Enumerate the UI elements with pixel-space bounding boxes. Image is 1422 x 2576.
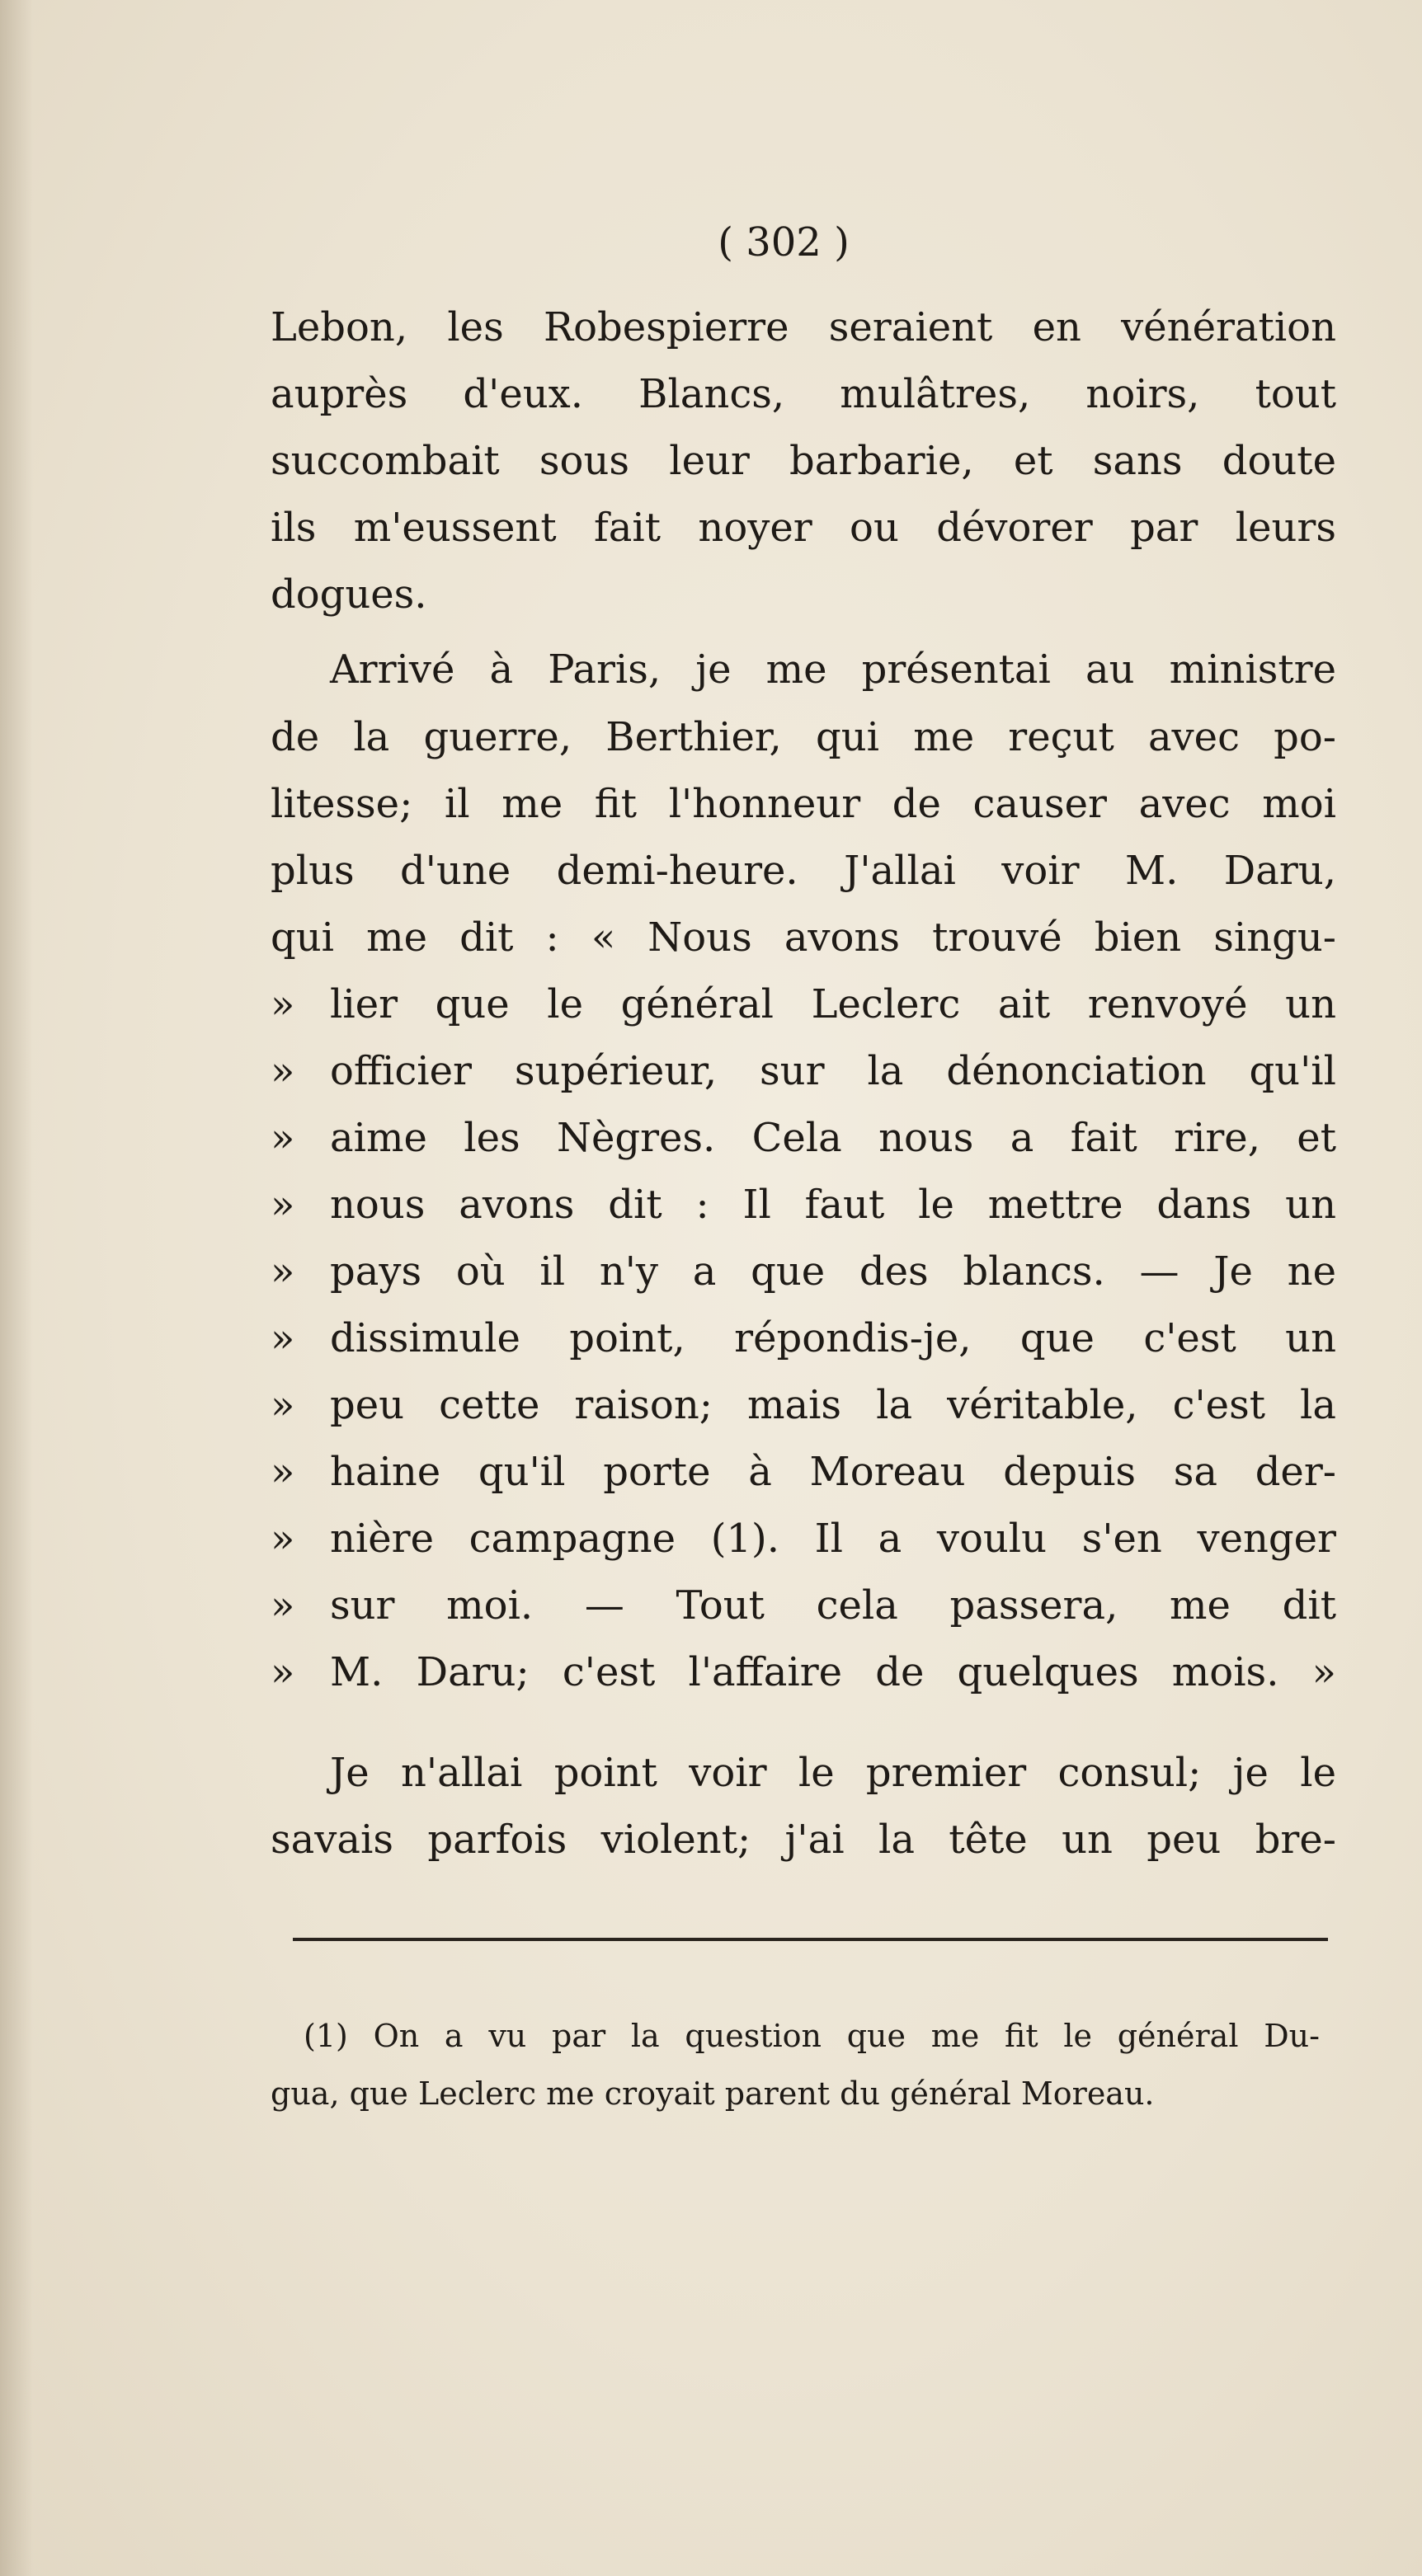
text-line-19: nière campagne (1). Il a voulu s'en venger <box>330 1516 1336 1562</box>
text-line-12: officier supérieur, sur la dénonciation qu'il <box>330 1048 1336 1094</box>
text-line-9: plus d'une demi-heure. J'allai voir M. Daru, <box>271 848 1336 894</box>
page-number: ( 302 ) <box>718 219 850 266</box>
quote-mark: » <box>271 1248 295 1295</box>
text-line-17: peu cette raison; mais la véritable, c'est la <box>330 1382 1336 1428</box>
quoted-line-16 <box>271 1312 1336 1365</box>
text-line-15: pays où il n'y a que des blancs. — Je ne <box>330 1248 1336 1295</box>
text-line-3: succombait sous leur barbarie, et sans doute <box>271 438 1336 484</box>
quoted-line-12 <box>271 1045 1336 1098</box>
quote-mark: » <box>271 1582 295 1629</box>
quoted-line-17 <box>271 1379 1336 1431</box>
text-line-11: lier que le général Leclerc ait renvoyé un <box>330 981 1336 1027</box>
text-line-8: litesse; il me fit l'honneur de causer avec moi <box>271 781 1336 827</box>
text-line-16: dissimule point, répondis-je, que c'est un <box>330 1315 1336 1361</box>
text-line-2: auprès d'eux. Blancs, mulâtres, noirs, tout <box>271 371 1336 417</box>
text-line-18: haine qu'il porte à Moreau depuis sa der- <box>330 1449 1336 1495</box>
text-line-7: de la guerre, Berthier, qui me reçut avec po- <box>271 714 1336 760</box>
quote-mark: » <box>271 981 295 1027</box>
quoted-line-14 <box>271 1178 1336 1231</box>
quote-mark: » <box>271 1048 295 1094</box>
quoted-line-18 <box>271 1445 1336 1498</box>
page-gutter-shadow <box>0 0 33 2576</box>
quoted-line-19 <box>271 1512 1336 1565</box>
quote-mark: » <box>271 1649 295 1695</box>
quote-mark: » <box>271 1449 295 1495</box>
text-line-10: qui me dit : « Nous avons trouvé bien singu- <box>271 914 1336 961</box>
text-line-14: nous avons dit : Il faut le mettre dans un <box>330 1182 1336 1228</box>
quoted-line-15 <box>271 1245 1336 1298</box>
text-line-23: savais parfois violent; j'ai la tête un peu bre- <box>271 1817 1336 1863</box>
text-line-22: Je n'allai point voir le premier consul; je le <box>330 1750 1336 1796</box>
quoted-line-21 <box>271 1646 1336 1699</box>
quote-mark: » <box>271 1182 295 1228</box>
text-line-1: Lebon, les Robespierre seraient en vénération <box>271 304 1336 350</box>
quote-mark: » <box>271 1382 295 1428</box>
text-line-4: ils m'eussent fait noyer ou dévorer par leurs <box>271 505 1336 551</box>
text-line-21: M. Daru; c'est l'affaire de quelques mois. » <box>330 1649 1336 1695</box>
quoted-line-11 <box>271 978 1336 1031</box>
text-line-13: aime les Nègres. Cela nous a fait rire, et <box>330 1115 1336 1161</box>
text-line-20: sur moi. — Tout cela passera, me dit <box>330 1582 1336 1629</box>
footnote-rule <box>293 1938 1328 1941</box>
quoted-line-13 <box>271 1112 1336 1164</box>
quote-mark: » <box>271 1516 295 1562</box>
quoted-line-20 <box>271 1579 1336 1632</box>
quote-mark: » <box>271 1115 295 1161</box>
footnote-line-2: gua, que Leclerc me croyait parent du général Moreau. <box>271 2075 1155 2112</box>
footnote-line-1: (1) On a vu par la question que me fit le général Du- <box>304 2018 1320 2054</box>
text-line-5: dogues. <box>271 571 427 618</box>
text-line-6: Arrivé à Paris, je me présentai au ministre <box>330 646 1336 693</box>
quote-mark: » <box>271 1315 295 1361</box>
